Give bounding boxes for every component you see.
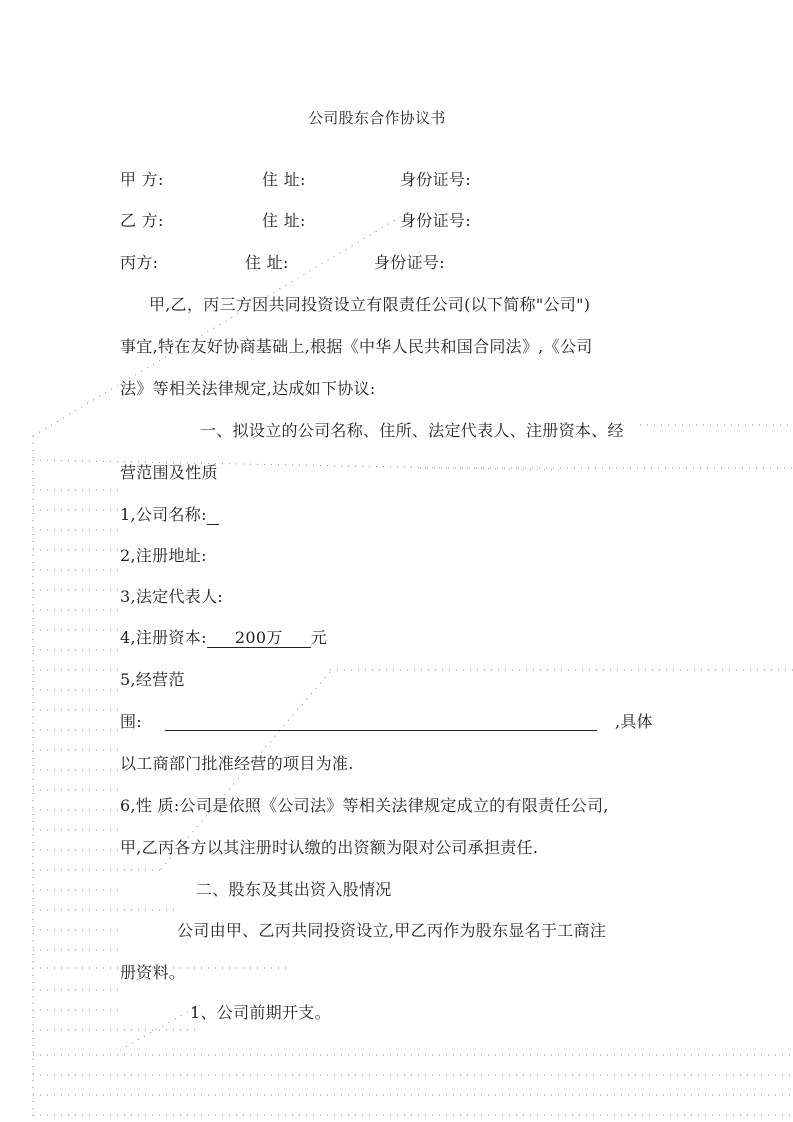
registered-capital-label: 4,注册资本:	[120, 628, 207, 647]
business-scope-label: 围:	[120, 712, 142, 731]
party-b-id-label: 身份证号:	[400, 211, 471, 230]
section-1-heading: 一、拟设立的公司名称、住所、法定代表人、注册资本、经	[200, 421, 624, 440]
legal-representative-item: 3,法定代表人:	[120, 587, 224, 606]
company-name-item	[120, 505, 219, 525]
registered-capital-unit: 元	[310, 628, 328, 647]
registered-address-item: 2,注册地址:	[120, 546, 207, 565]
business-scope-blank	[165, 730, 597, 731]
registered-capital-item	[120, 628, 327, 648]
party-c-id-label: 身份证号:	[374, 253, 445, 272]
company-nature-cont: 甲,乙丙各方以其注册时认缴的出资额为限对公司承担责任.	[120, 838, 539, 857]
company-name-label: 1,公司名称:	[120, 505, 207, 524]
intro-line-3: 法》等相关法律规定,达成如下协议:	[120, 379, 376, 398]
intro-line-2: 事宜,特在友好协商基础上,根据《中华人民共和国合同法》,《公司	[120, 337, 593, 356]
business-scope-suffix: ,具体	[615, 712, 653, 731]
intro-line-1: 甲,乙，丙三方因共同投资设立有限责任公司(以下简称"公司")	[149, 295, 591, 314]
company-name-blank	[207, 508, 219, 525]
section-2-heading: 二、股东及其出资入股情况	[196, 880, 392, 899]
business-scope-note: 以工商部门批准经营的项目为准.	[120, 754, 354, 773]
party-b-label: 乙 方:	[120, 211, 164, 230]
party-a-id-label: 身份证号:	[400, 170, 471, 189]
party-c-label: 丙方:	[120, 253, 159, 272]
party-a-label: 甲 方:	[120, 170, 164, 189]
party-c-address-label: 住 址:	[245, 253, 289, 272]
document-title: 公司股东合作协议书	[308, 109, 446, 127]
section-2-para-line-2: 册资料。	[120, 963, 186, 982]
business-scope-item: 5,经营范	[120, 670, 185, 689]
section-2-subitem-1: 1、公司前期开支。	[190, 1003, 331, 1022]
company-nature-item: 6,性 质:公司是依照《公司法》等相关法律规定成立的有限责任公司,	[120, 796, 609, 815]
party-a-address-label: 住 址:	[262, 170, 306, 189]
registered-capital-value: 200万	[207, 629, 311, 648]
section-2-para-line-1: 公司由甲、乙丙共同投资设立,甲乙丙作为股东显名于工商注	[177, 921, 607, 940]
party-b-address-label: 住 址:	[262, 211, 306, 230]
section-1-heading-cont: 营范围及性质	[120, 463, 218, 482]
